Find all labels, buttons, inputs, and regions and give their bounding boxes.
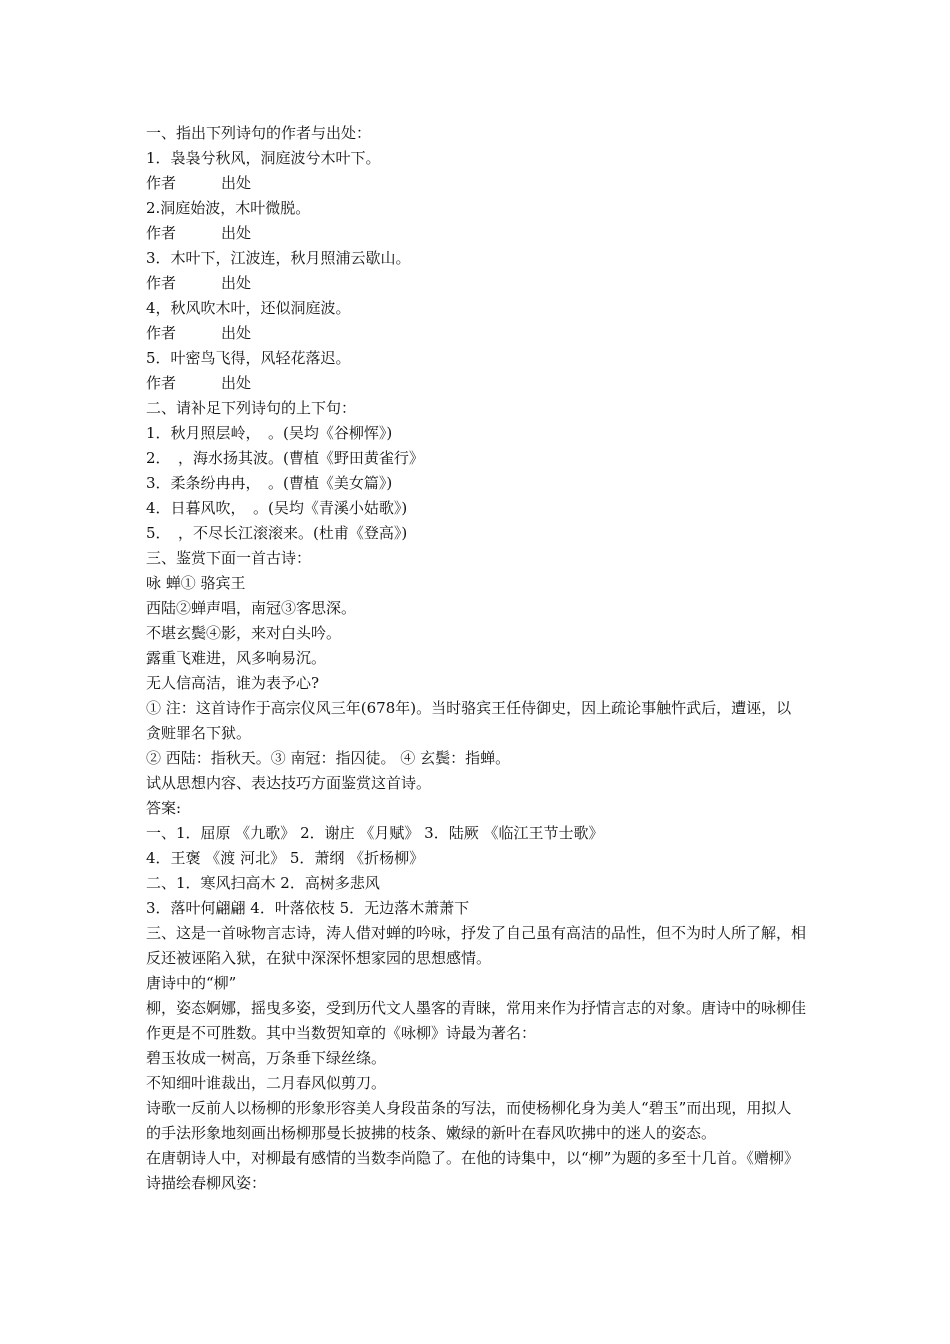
question-line: 3．柔条纷冉冉， 。(曹植《美女篇》) bbox=[146, 474, 393, 492]
poem-line: 碧玉妆成一树高，万条垂下绿丝绦。 bbox=[146, 1049, 387, 1067]
article-paragraph: 诗歌一反前人以杨柳的形象形容美人身段苗条的写法，而使杨柳化身为美人“碧玉”而出现，用拟人的手法形象地刻画出杨柳那曼长披拂的枝条、嫩绿的新叶在春风吹拂中的迷人的姿态。 bbox=[146, 1099, 792, 1142]
poem-line: 不堪玄鬓④影，来对白头吟。 bbox=[146, 624, 342, 642]
question-line: 4．日暮风吹， 。(吴均《青溪小姑歌》) bbox=[146, 499, 408, 517]
question-line: 4，秋风吹木叶，还似洞庭波。 bbox=[146, 299, 351, 317]
question-line: 5．叶密鸟飞得，风轻花落迟。 bbox=[146, 349, 351, 367]
answers-heading: 答案: bbox=[146, 799, 182, 817]
poem-line: 西陆②蝉声唱，南冠③客思深。 bbox=[146, 599, 357, 617]
answer-blank-line: 作者 出处 bbox=[146, 324, 252, 342]
answer-paragraph: 三、这是一首咏物言志诗，涛人借对蝉的吟咏，抒发了自己虽有高洁的品性，但不为时人所了解，相反还被诬陷入狱，在狱中深深怀想家园的思想感情。 bbox=[146, 924, 807, 967]
section-heading-3: 三、鉴赏下面一首古诗： bbox=[146, 549, 312, 567]
answer-blank-line: 作者 出处 bbox=[146, 374, 252, 392]
document-page bbox=[146, 121, 806, 1196]
footnote-line: ② 西陆：指秋天。③ 南冠：指囚徒。 ④ 玄鬓：指蝉。 bbox=[146, 749, 511, 767]
question-line: 5． ，不尽长江滚滚来。(杜甫《登高》) bbox=[146, 524, 408, 542]
poem-title: 咏 蝉① 骆宾王 bbox=[146, 574, 246, 592]
question-line: 2.洞庭始波，木叶微脱。 bbox=[146, 199, 311, 217]
article-title: 唐诗中的“柳” bbox=[146, 974, 237, 992]
question-line: 1．袅袅兮秋风，洞庭波兮木叶下。 bbox=[146, 149, 381, 167]
answer-blank-line: 作者 出处 bbox=[146, 274, 252, 292]
question-line: 2． ，海水扬其波。(曹植《野田黄雀行》 bbox=[146, 449, 424, 467]
question-line: 1．秋月照层岭， 。(吴均《谷柳恽》) bbox=[146, 424, 393, 442]
article-paragraph: 在唐朝诗人中，对柳最有感情的当数李尚隐了。在他的诗集中，以“柳”为题的多至十几首。《赠柳》诗描绘春柳风姿： bbox=[146, 1149, 799, 1192]
poem-line: 不知细叶谁裁出，二月春风似剪刀。 bbox=[146, 1074, 387, 1092]
answer-blank-line: 作者 出处 bbox=[146, 224, 252, 242]
poem-line: 露重飞难进，风多响易沉。 bbox=[146, 649, 327, 667]
section-heading-1: 一、指出下列诗句的作者与出处： bbox=[146, 124, 372, 142]
answer-line: 一、1．屈原 《九歌》 2．谢庄 《月赋》 3．陆厥 《临江王节士歌》 bbox=[146, 824, 604, 842]
answer-line: 二、1．寒风扫高木 2．高树多悲风 bbox=[146, 874, 380, 892]
poem-line: 无人信高洁，谁为表予心? bbox=[146, 674, 320, 692]
instruction-line: 试从思想内容、表达技巧方面鉴赏这首诗。 bbox=[146, 774, 432, 792]
answer-line: 3．落叶何翩翩 4．叶落依枝 5．无边落木萧萧下 bbox=[146, 899, 470, 917]
question-line: 3．木叶下，江波连，秋月照浦云歇山。 bbox=[146, 249, 411, 267]
answer-blank-line: 作者 出处 bbox=[146, 174, 252, 192]
answer-line: 4．王褒 《渡 河北》 5．萧纲 《折杨柳》 bbox=[146, 849, 425, 867]
article-paragraph: 柳，姿态婀娜，摇曳多姿，受到历代文人墨客的青睐，常用来作为抒情言志的对象。唐诗中的咏柳佳作更是不可胜数。其中当数贺知章的《咏柳》诗最为著名： bbox=[146, 999, 807, 1042]
section-heading-2: 二、请补足下列诗句的上下句： bbox=[146, 399, 357, 417]
footnote-paragraph: ① 注：这首诗作于高宗仪风三年(678年)。当时骆宾王任侍御史，因上疏论事触忤武后，遭诬，以贪赃罪名下狱。 bbox=[146, 699, 792, 742]
